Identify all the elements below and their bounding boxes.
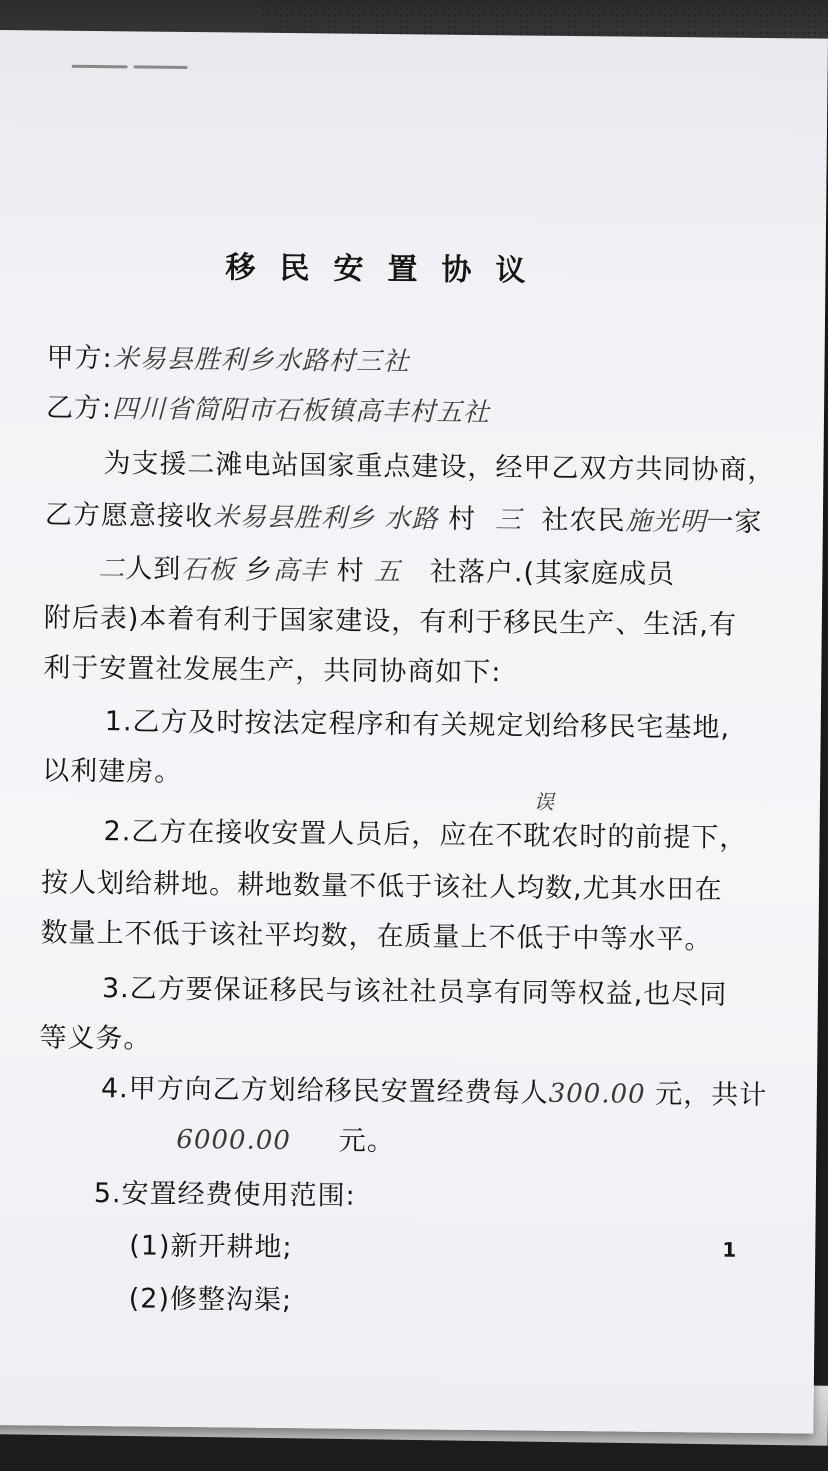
item2-line1: 2.乙方在接收安置人员后，应在不耽农时的前提下， — [103, 816, 748, 854]
party-a-handwritten-value: 米易县胜利乡水路村三社 — [112, 344, 410, 378]
item5-sub2: (2)修整沟渠; — [128, 1283, 293, 1317]
handwritten-dest-village: 高丰 — [272, 555, 328, 587]
party-b-label: 乙方: — [45, 392, 113, 425]
text-segment: 4.甲方向乙方划给移民安置经费每人 — [100, 1073, 549, 1109]
staple-mark — [72, 65, 128, 69]
item2-line2: 按人划给耕地。耕地数量不低于该社人均数,尤其水田在 — [40, 867, 723, 906]
text-segment: 村 — [336, 555, 365, 587]
item3-line1: 3.乙方要保证移民与该社社员享有同等权益,也尽同 — [101, 973, 728, 1011]
para1-line2 — [45, 492, 763, 539]
handwritten-dest-township: 石板 — [181, 554, 236, 586]
handwritten-dest-group: 五 — [374, 556, 402, 588]
text-segment: 元。 — [338, 1125, 395, 1158]
handwritten-correction: 误 — [533, 789, 555, 814]
party-b-line — [46, 386, 491, 430]
text-segment: 社落户.(其家庭成员 — [429, 556, 676, 591]
text-segment: 一家 — [706, 506, 763, 539]
handwritten-migrant-name: 施光明 — [625, 506, 707, 538]
item3-line2: 等义务。 — [39, 1022, 152, 1055]
item4-line2 — [176, 1117, 395, 1158]
party-b-handwritten-value: 四川省简阳市石板镇高丰村五社 — [111, 394, 491, 429]
agreement-page — [0, 30, 828, 1434]
item1-line2: 以利建房。 — [42, 755, 183, 788]
text-segment: 乡 — [244, 554, 274, 586]
item5-heading: 5.安置经费使用范围: — [93, 1178, 356, 1212]
text-segment: 乙方愿意接收 — [44, 499, 214, 533]
handwritten-total-amount: 6000.00 — [176, 1124, 292, 1157]
handwritten-origin-village: 水路 — [384, 504, 439, 535]
staple-mark — [134, 65, 188, 69]
handwritten-amount-per-person: 300.00 — [548, 1078, 646, 1110]
party-a-line — [46, 336, 410, 379]
text-segment: 社农民 — [541, 504, 626, 537]
item1-line1: 1.乙方及时按法定程序和有关规定划给移民宅基地, — [104, 706, 731, 744]
para1-line3 — [98, 546, 675, 591]
handwritten-person-count: 二 — [98, 554, 126, 585]
para1-line5: 利于安置社发展生产，共同协商如下: — [43, 652, 502, 689]
document-title: 移民安置协议 — [225, 250, 550, 289]
para1-line4: 附后表)本着有利于国家建设，有利于移民生产、生活,有 — [43, 602, 738, 641]
item2-line3: 数量上不低于该社平均数，在质量上不低于中等水平。 — [40, 917, 713, 956]
item5-sub1: (1)新开耕地; — [129, 1230, 293, 1264]
para1-line1: 为支援二滩电站国家重点建设，经甲乙双方共同协商， — [103, 448, 776, 487]
handwritten-origin-group: 三 — [495, 505, 523, 536]
page-number: 1 — [722, 1237, 737, 1262]
text-segment: 人到 — [125, 553, 182, 585]
text-segment: 元，共计 — [655, 1078, 768, 1112]
item4-line1 — [101, 1066, 768, 1112]
text-segment: 村 — [447, 503, 477, 536]
handwritten-origin-township: 米易县胜利乡 — [212, 502, 376, 534]
party-a-label: 甲方: — [46, 342, 113, 375]
